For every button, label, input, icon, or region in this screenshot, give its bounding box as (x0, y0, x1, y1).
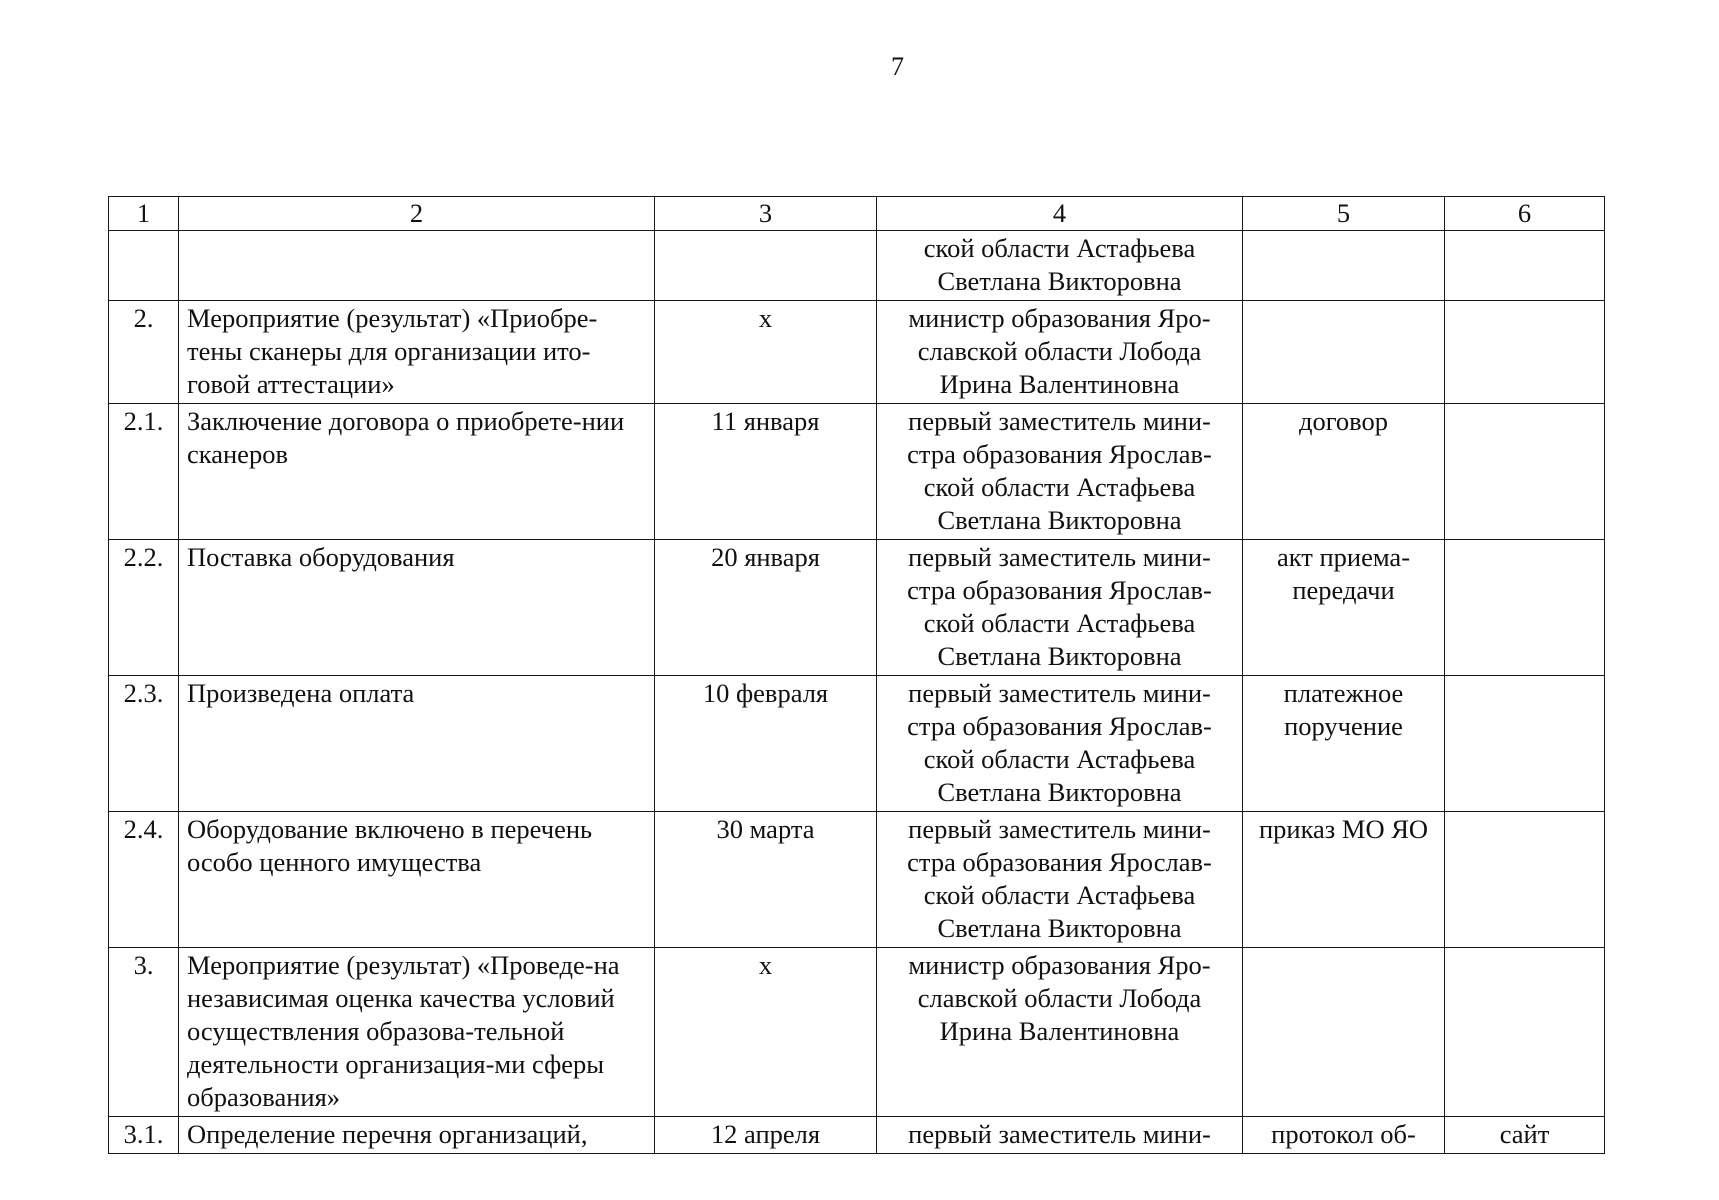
header-cell: 5 (1243, 197, 1445, 231)
deadline: 12 апреля (655, 1117, 877, 1154)
activity-name (179, 231, 655, 301)
row-number: 2.1. (109, 404, 179, 540)
result-source (1445, 540, 1605, 676)
confirming-document: договор (1243, 404, 1445, 540)
responsible-person: министр образования Яро-славской области Лобода Ирина Валентиновна (877, 301, 1243, 404)
responsible-person: первый заместитель мини-стра образования Ярослав-ской области Астафьева Светлана Викторовна (877, 404, 1243, 540)
confirming-document (1243, 301, 1445, 404)
responsible-person: ской области Астафьева Светлана Викторовна (877, 231, 1243, 301)
table-row (109, 404, 1605, 540)
confirming-document (1243, 231, 1445, 301)
header-cell: 4 (877, 197, 1243, 231)
page-number: 7 (891, 52, 904, 81)
confirming-document: протокол об- (1243, 1117, 1445, 1154)
header-cell: 2 (179, 197, 655, 231)
confirming-document: акт приема-передачи (1243, 540, 1445, 676)
deadline: 20 января (655, 540, 877, 676)
row-number: 2.3. (109, 676, 179, 812)
activity-name: Произведена оплата (179, 676, 655, 812)
activity-name: Мероприятие (результат) «Проведе-на независимая оценка качества условий осуществления образова-тельной деятельности организация-ми сферы образования» (179, 948, 655, 1117)
header-cell: 3 (655, 197, 877, 231)
responsible-person: первый заместитель мини- (877, 1117, 1243, 1154)
deadline: х (655, 301, 877, 404)
row-number (109, 231, 179, 301)
result-source: сайт (1445, 1117, 1605, 1154)
row-number: 3.1. (109, 1117, 179, 1154)
result-source (1445, 231, 1605, 301)
confirming-document: платежное поручение (1243, 676, 1445, 812)
result-source (1445, 404, 1605, 540)
result-source (1445, 812, 1605, 948)
table-row (109, 948, 1605, 1117)
table-row (109, 812, 1605, 948)
row-number: 2.2. (109, 540, 179, 676)
activity-name: Оборудование включено в перечень особо ценного имущества (179, 812, 655, 948)
deadline: 11 января (655, 404, 877, 540)
confirming-document: приказ МО ЯО (1243, 812, 1445, 948)
result-source (1445, 301, 1605, 404)
deadline: х (655, 948, 877, 1117)
table-row (109, 301, 1605, 404)
table-row (109, 1117, 1605, 1154)
responsible-person: первый заместитель мини-стра образования Ярослав-ской области Астафьева Светлана Викторовна (877, 812, 1243, 948)
deadline: 10 февраля (655, 676, 877, 812)
deadline (655, 231, 877, 301)
responsible-person: первый заместитель мини-стра образования Ярослав-ской области Астафьева Светлана Викторовна (877, 540, 1243, 676)
table-header-row (109, 197, 1605, 231)
activity-name: Мероприятие (результат) «Приобре-тены сканеры для организации ито-говой аттестации» (179, 301, 655, 404)
result-source (1445, 676, 1605, 812)
row-number: 3. (109, 948, 179, 1117)
row-number: 2. (109, 301, 179, 404)
deadline: 30 марта (655, 812, 877, 948)
responsible-person: первый заместитель мини-стра образования Ярослав-ской области Астафьева Светлана Викторовна (877, 676, 1243, 812)
result-source (1445, 948, 1605, 1117)
activity-name: Определение перечня организаций, (179, 1117, 655, 1154)
plan-table (108, 196, 1605, 1154)
activity-name: Поставка оборудования (179, 540, 655, 676)
confirming-document (1243, 948, 1445, 1117)
responsible-person: министр образования Яро-славской области Лобода Ирина Валентиновна (877, 948, 1243, 1117)
table-row (109, 231, 1605, 301)
table-row (109, 540, 1605, 676)
activity-name: Заключение договора о приобрете-нии сканеров (179, 404, 655, 540)
header-cell: 6 (1445, 197, 1605, 231)
row-number: 2.4. (109, 812, 179, 948)
header-cell: 1 (109, 197, 179, 231)
table-row (109, 676, 1605, 812)
